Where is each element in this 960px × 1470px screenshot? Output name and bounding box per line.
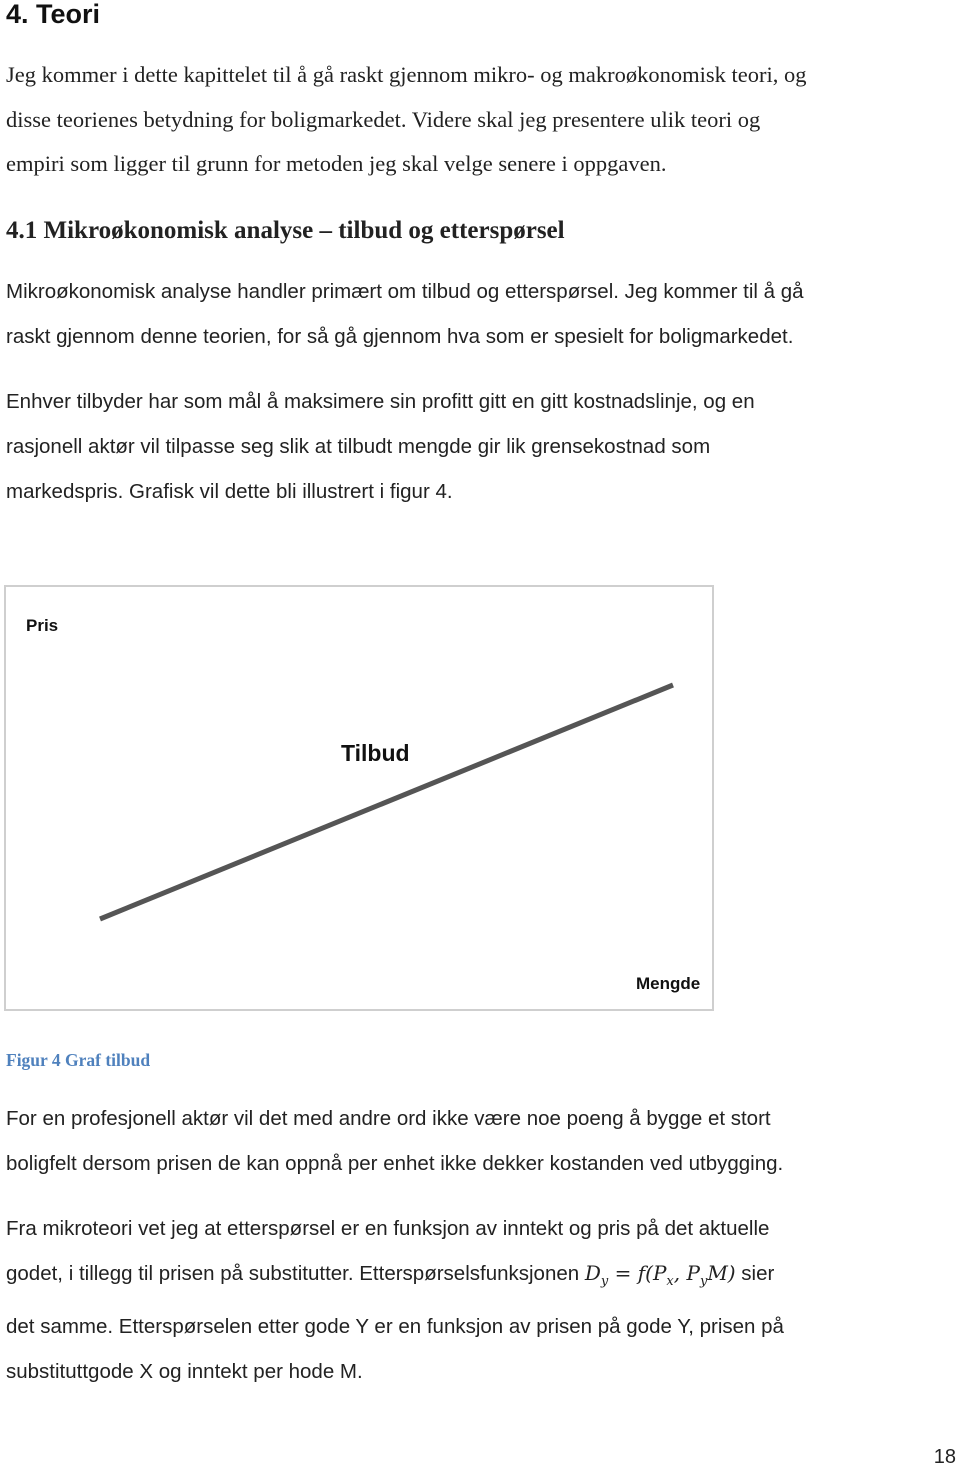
paragraph-4 bbox=[6, 1206, 958, 1394]
series-line-0 bbox=[100, 685, 673, 919]
paragraph-line: raskt gjennom denne teorien, for så gå gjennom hva som er spesielt for boligmarkedet. bbox=[6, 325, 794, 348]
formula-d: D bbox=[584, 1261, 601, 1285]
paragraph-line-with-formula bbox=[6, 1251, 958, 1304]
demand-function-formula bbox=[584, 1261, 736, 1289]
paragraph-1 bbox=[6, 269, 958, 359]
paragraph-line: substituttgode X og inntekt per hode M. bbox=[6, 1360, 363, 1383]
formula-m: M) bbox=[707, 1261, 736, 1285]
formula-trail-text: sier bbox=[735, 1262, 775, 1285]
paragraph-line: det samme. Etterspørselen etter gode Y er en funksjon av prisen på gode Y, prisen på bbox=[6, 1315, 784, 1338]
intro-paragraph bbox=[6, 53, 806, 187]
formula-p2: P bbox=[686, 1261, 700, 1285]
paragraph-line: For en profesjonell aktør vil det med andre ord ikke være noe poeng å bygge et stort bbox=[6, 1107, 771, 1130]
formula-eq: = f( bbox=[608, 1261, 653, 1285]
figure-caption: Figur 4 Graf tilbud bbox=[6, 1050, 151, 1070]
formula-comma: , bbox=[673, 1261, 687, 1285]
supply-figure bbox=[4, 585, 714, 1011]
paragraph-line: rasjonell aktør vil tilpasse seg slik at tilbudt mengde gir lik grensekostnad som bbox=[6, 435, 711, 458]
supply-chart bbox=[6, 587, 712, 1009]
section-heading: 4.1 Mikroøkonomisk analyse – tilbud og etterspørsel bbox=[6, 217, 565, 244]
paragraph-2 bbox=[6, 379, 958, 514]
paragraph-3 bbox=[6, 1096, 958, 1186]
intro-line: empiri som ligger til grunn for metoden jeg skal velge senere i oppgaven. bbox=[6, 151, 667, 176]
chapter-heading: 4. Teori bbox=[6, 0, 101, 29]
intro-line: disse teorienes betydning for boligmarkedet. Videre skal jeg presentere ulik teori og bbox=[6, 106, 761, 132]
page-number: 18 bbox=[933, 1446, 956, 1468]
paragraph-line: Fra mikroteori vet jeg at etterspørsel er en funksjon av inntekt og pris på det aktuelle bbox=[6, 1217, 770, 1240]
formula-p2-sub: y bbox=[699, 1274, 708, 1289]
intro-line: Jeg kommer i dette kapittelet til å gå raskt gjennom mikro- og makroøkonomisk teori, og bbox=[6, 62, 807, 87]
x-axis-label: Mengde bbox=[636, 974, 701, 993]
paragraph-line: Mikroøkonomisk analyse handler primært om tilbud og etterspørsel. Jeg kommer til å gå bbox=[6, 280, 804, 303]
paragraph-line: boligfelt dersom prisen de kan oppnå per enhet ikke dekker kostanden ved utbygging. bbox=[6, 1152, 784, 1175]
formula-p1-sub: x bbox=[666, 1274, 674, 1289]
formula-p1: P bbox=[652, 1261, 667, 1285]
formula-d-sub: y bbox=[600, 1274, 609, 1289]
formula-lead-text: godet, i tillegg til prisen på substitutter. Etterspørselsfunksjonen bbox=[6, 1262, 585, 1285]
series-label-tilbud: Tilbud bbox=[341, 740, 410, 766]
paragraph-line: Enhver tilbyder har som mål å maksimere sin profitt gitt en gitt kostnadslinje, og en bbox=[6, 390, 755, 413]
y-axis-label: Pris bbox=[26, 616, 59, 635]
paragraph-line: markedspris. Grafisk vil dette bli illustrert i figur 4. bbox=[6, 480, 453, 503]
